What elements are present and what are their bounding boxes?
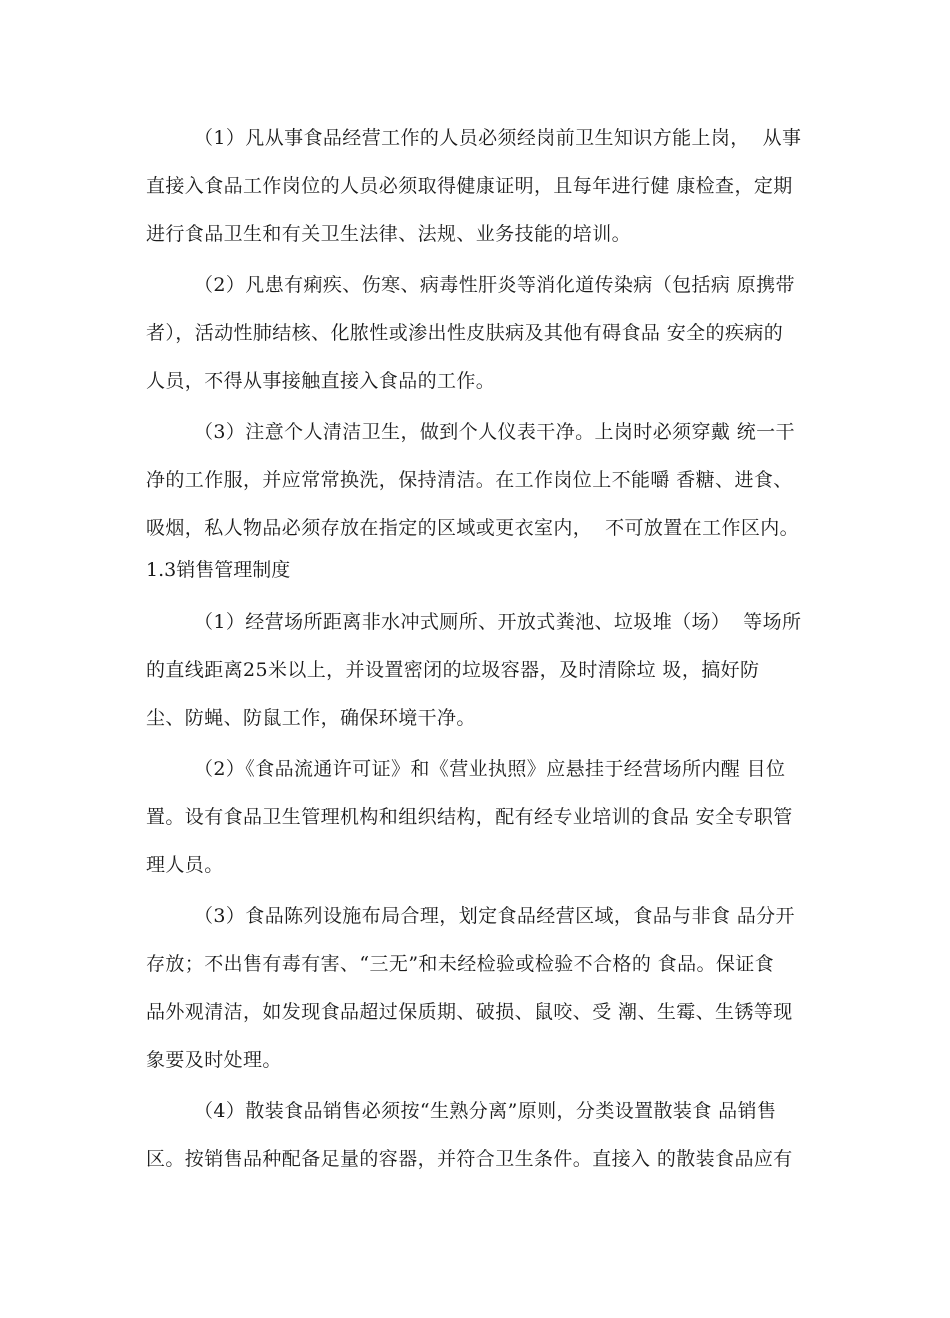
paragraph-line: 置。设有食品卫生管理机构和组织结构，配有经专业培训的食品 安全专职管	[146, 806, 793, 828]
paragraph-line: 品外观清洁，如发现食品超过保质期、破损、鼠咬、受 潮、生霉、生锈等现	[146, 1001, 793, 1023]
paragraph-line: 区。按销售品种配备足量的容器，并符合卫生条件。直接入 的散装食品应有	[146, 1148, 793, 1170]
paragraph	[146, 745, 822, 889]
paragraph-line: 净的工作服，并应常常换洗，保持清洁。在工作岗位上不能嚼 香糖、进食、	[146, 469, 793, 491]
section-heading: 1.3销售管理制度	[146, 559, 291, 581]
paragraph	[146, 598, 822, 742]
paragraph-line: 直接入食品工作岗位的人员必须取得健康证明，且每年进行健 康检查，定期	[146, 175, 793, 197]
paragraph-line: 的直线距离25米以上，并设置密闭的垃圾容器，及时清除垃 圾，搞好防	[146, 659, 760, 681]
paragraph	[146, 1087, 822, 1183]
paragraph	[146, 408, 822, 552]
paragraph-line: （2）凡患有痢疾、伤寒、病毒性肝炎等消化道传染病（包括病 原携带	[194, 274, 795, 296]
paragraph	[146, 261, 822, 405]
paragraph-line: （1）凡从事食品经营工作的人员必须经岗前卫生知识方能上岗， 从事	[194, 127, 802, 149]
paragraph	[146, 114, 822, 258]
paragraph-line: 者），活动性肺结核、化脓性或渗出性皮肤病及其他有碍食品 安全的疾病的	[146, 322, 784, 344]
paragraph-line: 人员，不得从事接触直接入食品的工作。	[146, 370, 496, 392]
paragraph-line: （3）食品陈列设施布局合理，划定食品经营区域，食品与非食 品分开	[194, 905, 795, 927]
document-body	[146, 114, 822, 1183]
paragraph-line: 象要及时处理。	[146, 1049, 282, 1071]
paragraph-line: （1）经营场所距离非水冲式厕所、开放式粪池、垃圾堆（场） 等场所	[194, 611, 802, 633]
paragraph-line: 存放；不出售有毒有害、“三无”和未经检验或检验不合格的 食品。保证食	[146, 953, 775, 975]
paragraph-line: 进行食品卫生和有关卫生法律、法规、业务技能的培训。	[146, 223, 632, 245]
paragraph	[146, 892, 822, 1084]
paragraph-line: （4）散装食品销售必须按“生熟分离”原则，分类设置散装食 品销售	[194, 1100, 777, 1122]
paragraph-line: 吸烟，私人物品必须存放在指定的区域或更衣室内， 不可放置在工作区内。	[146, 517, 800, 539]
paragraph-line: 尘、防蝇、防鼠工作，确保环境干净。	[146, 707, 476, 729]
paragraph-line: 理人员。	[146, 854, 224, 876]
paragraph-line: （2）《食品流通许可证》和《营业执照》应悬挂于经营场所内醒 目位	[194, 758, 786, 780]
paragraph-line: （3）注意个人清洁卫生，做到个人仪表干净。上岗时必须穿戴 统一干	[194, 421, 795, 443]
